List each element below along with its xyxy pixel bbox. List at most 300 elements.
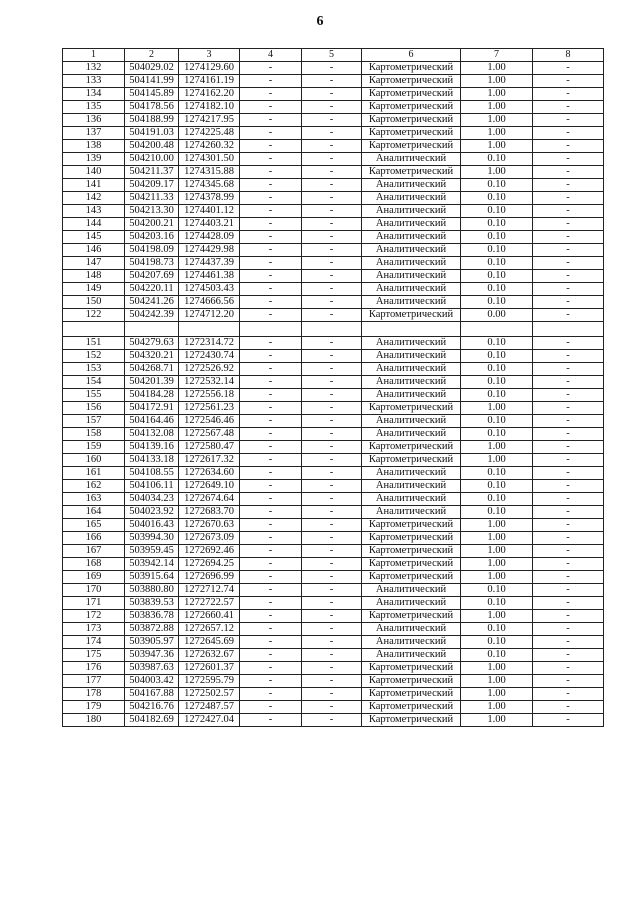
table-row bbox=[63, 179, 604, 192]
table-cell: 1.00 bbox=[461, 714, 533, 727]
table-cell: 0.10 bbox=[461, 493, 533, 506]
table-cell: 1.00 bbox=[461, 140, 533, 153]
table-cell: 504108.55 bbox=[125, 467, 179, 480]
table-cell: 1274129.60 bbox=[179, 62, 240, 75]
table-cell: - bbox=[240, 662, 302, 675]
table-cell: 0.10 bbox=[461, 467, 533, 480]
table-row bbox=[63, 480, 604, 493]
table-cell: 147 bbox=[63, 257, 125, 270]
table-cell: 504188.99 bbox=[125, 114, 179, 127]
table-cell: - bbox=[240, 205, 302, 218]
table-cell: - bbox=[302, 62, 362, 75]
table-cell: Аналитический bbox=[362, 649, 461, 662]
table-row bbox=[63, 441, 604, 454]
table-cell: - bbox=[240, 428, 302, 441]
table-cell: - bbox=[240, 337, 302, 350]
table-cell: - bbox=[533, 662, 604, 675]
table-cell: Аналитический bbox=[362, 415, 461, 428]
table-cell: 1.00 bbox=[461, 454, 533, 467]
table-row bbox=[63, 114, 604, 127]
table-row bbox=[63, 75, 604, 88]
table-cell: - bbox=[302, 675, 362, 688]
table-row bbox=[63, 270, 604, 283]
table-cell: Аналитический bbox=[362, 153, 461, 166]
table-row bbox=[63, 309, 604, 322]
column-header: 2 bbox=[125, 49, 179, 62]
table-row bbox=[63, 363, 604, 376]
table-row bbox=[63, 166, 604, 179]
table-cell: 1272487.57 bbox=[179, 701, 240, 714]
table-row bbox=[63, 688, 604, 701]
table-cell: - bbox=[302, 636, 362, 649]
table-cell: 504132.08 bbox=[125, 428, 179, 441]
table-cell: - bbox=[533, 545, 604, 558]
table-cell: Картометрический bbox=[362, 454, 461, 467]
table-cell: 1.00 bbox=[461, 675, 533, 688]
table-cell: 504178.56 bbox=[125, 101, 179, 114]
table-cell: 1272649.10 bbox=[179, 480, 240, 493]
table-cell: 141 bbox=[63, 179, 125, 192]
table-cell: 504201.39 bbox=[125, 376, 179, 389]
table-cell: - bbox=[240, 257, 302, 270]
table-row bbox=[63, 415, 604, 428]
table-row bbox=[63, 545, 604, 558]
table-cell: 0.10 bbox=[461, 428, 533, 441]
table-cell: - bbox=[302, 309, 362, 322]
table-cell: - bbox=[302, 597, 362, 610]
table-cell: 504029.02 bbox=[125, 62, 179, 75]
table-cell: Аналитический bbox=[362, 231, 461, 244]
table-cell: - bbox=[240, 649, 302, 662]
table-cell: - bbox=[240, 688, 302, 701]
table-row bbox=[63, 88, 604, 101]
table-cell: 1272657.12 bbox=[179, 623, 240, 636]
table-cell: - bbox=[240, 62, 302, 75]
table-cell: Картометрический bbox=[362, 309, 461, 322]
table-cell: - bbox=[302, 270, 362, 283]
table-cell: 0.10 bbox=[461, 636, 533, 649]
table-cell: - bbox=[533, 389, 604, 402]
table-cell: Картометрический bbox=[362, 166, 461, 179]
table-cell: Аналитический bbox=[362, 389, 461, 402]
table-cell: 1274345.68 bbox=[179, 179, 240, 192]
table-cell: 133 bbox=[63, 75, 125, 88]
table-cell: 173 bbox=[63, 623, 125, 636]
column-header: 6 bbox=[362, 49, 461, 62]
table-cell bbox=[125, 322, 179, 337]
table-cell: 1272532.14 bbox=[179, 376, 240, 389]
table-cell: 136 bbox=[63, 114, 125, 127]
table-row bbox=[63, 127, 604, 140]
table-cell: - bbox=[302, 244, 362, 257]
table-cell: 504200.21 bbox=[125, 218, 179, 231]
table-cell bbox=[362, 322, 461, 337]
table-row bbox=[63, 153, 604, 166]
table-cell: 149 bbox=[63, 283, 125, 296]
table-cell: - bbox=[240, 701, 302, 714]
table-cell: 166 bbox=[63, 532, 125, 545]
table-cell: - bbox=[240, 244, 302, 257]
table-cell: - bbox=[240, 675, 302, 688]
table-cell: - bbox=[302, 558, 362, 571]
table-cell: - bbox=[240, 623, 302, 636]
table-cell: 1272430.74 bbox=[179, 350, 240, 363]
table-cell: - bbox=[533, 480, 604, 493]
table-cell: - bbox=[533, 153, 604, 166]
table-cell: 139 bbox=[63, 153, 125, 166]
table-cell: 1272683.70 bbox=[179, 506, 240, 519]
table-cell: 504003.42 bbox=[125, 675, 179, 688]
table-cell: - bbox=[302, 506, 362, 519]
table-row bbox=[63, 493, 604, 506]
table-cell: Аналитический bbox=[362, 350, 461, 363]
table-cell: 1272546.46 bbox=[179, 415, 240, 428]
table-cell: - bbox=[302, 662, 362, 675]
table-cell: - bbox=[302, 337, 362, 350]
table-cell: - bbox=[302, 480, 362, 493]
table-row bbox=[63, 389, 604, 402]
table-cell: Картометрический bbox=[362, 701, 461, 714]
table-cell: - bbox=[240, 454, 302, 467]
table-cell: - bbox=[302, 467, 362, 480]
table-cell: Аналитический bbox=[362, 376, 461, 389]
table-cell: - bbox=[533, 441, 604, 454]
table-cell: 0.10 bbox=[461, 218, 533, 231]
table-cell: 1.00 bbox=[461, 558, 533, 571]
table-cell: - bbox=[302, 454, 362, 467]
table-cell: - bbox=[533, 114, 604, 127]
table-cell: 1274503.43 bbox=[179, 283, 240, 296]
table-cell: - bbox=[533, 309, 604, 322]
table-cell: 1272712.74 bbox=[179, 584, 240, 597]
table-cell: 0.10 bbox=[461, 649, 533, 662]
table-cell: 137 bbox=[63, 127, 125, 140]
table-cell: 504164.46 bbox=[125, 415, 179, 428]
table-cell: Картометрический bbox=[362, 75, 461, 88]
table-cell: 1272670.63 bbox=[179, 519, 240, 532]
table-cell: 178 bbox=[63, 688, 125, 701]
table-cell: 148 bbox=[63, 270, 125, 283]
table-cell: 504268.71 bbox=[125, 363, 179, 376]
table-cell: 504016.43 bbox=[125, 519, 179, 532]
column-header: 8 bbox=[533, 49, 604, 62]
table-cell: - bbox=[533, 558, 604, 571]
table-cell: 503942.14 bbox=[125, 558, 179, 571]
column-header: 5 bbox=[302, 49, 362, 62]
table-cell: 135 bbox=[63, 101, 125, 114]
table-cell: - bbox=[240, 480, 302, 493]
table-cell: - bbox=[240, 88, 302, 101]
table-cell: - bbox=[302, 140, 362, 153]
table-cell: 1.00 bbox=[461, 519, 533, 532]
table-cell: - bbox=[240, 545, 302, 558]
table-cell: 504241.26 bbox=[125, 296, 179, 309]
table-cell: - bbox=[240, 309, 302, 322]
table-cell: - bbox=[240, 270, 302, 283]
table-cell: 503836.78 bbox=[125, 610, 179, 623]
table-cell: 504023.92 bbox=[125, 506, 179, 519]
table-cell: 1272601.37 bbox=[179, 662, 240, 675]
table-cell: - bbox=[240, 101, 302, 114]
table-cell: - bbox=[240, 140, 302, 153]
table-cell: - bbox=[240, 402, 302, 415]
table-cell: 504034.23 bbox=[125, 493, 179, 506]
table-cell: Картометрический bbox=[362, 662, 461, 675]
table-cell: - bbox=[240, 493, 302, 506]
table-cell: 1.00 bbox=[461, 545, 533, 558]
table-cell: 504211.33 bbox=[125, 192, 179, 205]
table-cell: 0.10 bbox=[461, 584, 533, 597]
table-cell: 1274403.21 bbox=[179, 218, 240, 231]
table-cell: - bbox=[533, 140, 604, 153]
table-cell: 142 bbox=[63, 192, 125, 205]
table-cell: 150 bbox=[63, 296, 125, 309]
table-row bbox=[63, 571, 604, 584]
table-cell: 504145.89 bbox=[125, 88, 179, 101]
table-cell: - bbox=[240, 571, 302, 584]
table-cell: 1.00 bbox=[461, 101, 533, 114]
table-row bbox=[63, 519, 604, 532]
table-row bbox=[63, 623, 604, 636]
table-cell: - bbox=[302, 114, 362, 127]
table-cell: 504209.17 bbox=[125, 179, 179, 192]
table-cell: 175 bbox=[63, 649, 125, 662]
table-cell: - bbox=[302, 402, 362, 415]
table-cell: 0.10 bbox=[461, 179, 533, 192]
table-cell: 504184.28 bbox=[125, 389, 179, 402]
table-cell: - bbox=[533, 584, 604, 597]
table-cell: - bbox=[533, 467, 604, 480]
table-cell: Картометрический bbox=[362, 127, 461, 140]
table-cell: - bbox=[302, 363, 362, 376]
table-cell: Картометрический bbox=[362, 441, 461, 454]
table-cell bbox=[63, 322, 125, 337]
table-cell: 1272634.60 bbox=[179, 467, 240, 480]
table-cell: 140 bbox=[63, 166, 125, 179]
table-cell: - bbox=[533, 688, 604, 701]
table-cell: - bbox=[302, 532, 362, 545]
table-cell: - bbox=[533, 166, 604, 179]
table-cell: - bbox=[302, 296, 362, 309]
table-cell: 504207.69 bbox=[125, 270, 179, 283]
table-cell: Аналитический bbox=[362, 597, 461, 610]
table-cell: - bbox=[533, 218, 604, 231]
table-cell: - bbox=[533, 75, 604, 88]
table-cell: - bbox=[240, 114, 302, 127]
table-cell: 504106.11 bbox=[125, 480, 179, 493]
table-cell: 504139.16 bbox=[125, 441, 179, 454]
table-cell: 1272694.25 bbox=[179, 558, 240, 571]
table-cell: 1274378.99 bbox=[179, 192, 240, 205]
table-cell: Аналитический bbox=[362, 493, 461, 506]
table-cell: - bbox=[533, 571, 604, 584]
table-header-row bbox=[63, 49, 604, 62]
table-row bbox=[63, 506, 604, 519]
column-header: 1 bbox=[63, 49, 125, 62]
table-cell: 160 bbox=[63, 454, 125, 467]
table-cell: - bbox=[533, 179, 604, 192]
table-cell: Аналитический bbox=[362, 205, 461, 218]
table-cell: 0.10 bbox=[461, 257, 533, 270]
table-cell: 1.00 bbox=[461, 88, 533, 101]
table-cell: 159 bbox=[63, 441, 125, 454]
table-cell: 503905.97 bbox=[125, 636, 179, 649]
table-cell: 1274429.98 bbox=[179, 244, 240, 257]
table-cell: Аналитический bbox=[362, 363, 461, 376]
table-cell: 122 bbox=[63, 309, 125, 322]
table-cell: 174 bbox=[63, 636, 125, 649]
table-cell: Картометрический bbox=[362, 402, 461, 415]
coordinates-table bbox=[62, 48, 604, 727]
table-cell: - bbox=[240, 714, 302, 727]
table-cell: - bbox=[302, 519, 362, 532]
table-cell: 172 bbox=[63, 610, 125, 623]
table-cell: 157 bbox=[63, 415, 125, 428]
table-cell: - bbox=[302, 584, 362, 597]
table-cell: 1272632.67 bbox=[179, 649, 240, 662]
table-cell: 1274260.32 bbox=[179, 140, 240, 153]
table-cell: 1274437.39 bbox=[179, 257, 240, 270]
table-cell: 179 bbox=[63, 701, 125, 714]
table-body bbox=[63, 62, 604, 727]
table-cell: 1272673.09 bbox=[179, 532, 240, 545]
table-row bbox=[63, 454, 604, 467]
table-cell: Картометрический bbox=[362, 675, 461, 688]
table-cell: 504172.91 bbox=[125, 402, 179, 415]
table-cell: 167 bbox=[63, 545, 125, 558]
table-cell: Аналитический bbox=[362, 506, 461, 519]
table-cell bbox=[240, 322, 302, 337]
table-cell: Аналитический bbox=[362, 296, 461, 309]
table-cell: - bbox=[240, 441, 302, 454]
table-cell: - bbox=[240, 467, 302, 480]
table-cell: 1272502.57 bbox=[179, 688, 240, 701]
table-cell: 134 bbox=[63, 88, 125, 101]
table-cell: 1274161.19 bbox=[179, 75, 240, 88]
table-cell: - bbox=[302, 205, 362, 218]
table-row bbox=[63, 428, 604, 441]
table-cell: 1274301.50 bbox=[179, 153, 240, 166]
table-cell: 1274315.88 bbox=[179, 166, 240, 179]
table-cell: - bbox=[533, 610, 604, 623]
table-cell: - bbox=[533, 636, 604, 649]
table-cell: Картометрический bbox=[362, 88, 461, 101]
table-cell: - bbox=[533, 493, 604, 506]
table-cell: 146 bbox=[63, 244, 125, 257]
table-cell: 504141.99 bbox=[125, 75, 179, 88]
table-cell: 1272674.64 bbox=[179, 493, 240, 506]
table-row bbox=[63, 714, 604, 727]
table-cell: 0.10 bbox=[461, 350, 533, 363]
table-cell: - bbox=[533, 415, 604, 428]
table-cell: - bbox=[240, 75, 302, 88]
table-cell: Картометрический bbox=[362, 714, 461, 727]
table-cell: - bbox=[533, 127, 604, 140]
table-row bbox=[63, 192, 604, 205]
table-cell: 145 bbox=[63, 231, 125, 244]
table-cell: 0.10 bbox=[461, 363, 533, 376]
table-cell: Картометрический bbox=[362, 610, 461, 623]
table-cell: 0.10 bbox=[461, 205, 533, 218]
table-cell: 503872.88 bbox=[125, 623, 179, 636]
table-cell: 0.10 bbox=[461, 296, 533, 309]
table-cell: 1274666.56 bbox=[179, 296, 240, 309]
table-cell: - bbox=[302, 441, 362, 454]
table-row bbox=[63, 257, 604, 270]
table-cell: - bbox=[302, 389, 362, 402]
table-cell: 1272526.92 bbox=[179, 363, 240, 376]
table-cell bbox=[302, 322, 362, 337]
table-cell: - bbox=[240, 506, 302, 519]
table-row bbox=[63, 376, 604, 389]
table-separator-row bbox=[63, 322, 604, 337]
table-row bbox=[63, 283, 604, 296]
table-cell: 1.00 bbox=[461, 402, 533, 415]
table-cell: 1272660.41 bbox=[179, 610, 240, 623]
table-cell: Аналитический bbox=[362, 257, 461, 270]
table-cell: - bbox=[302, 283, 362, 296]
table-cell: - bbox=[240, 231, 302, 244]
table-cell: Аналитический bbox=[362, 179, 461, 192]
table-cell: - bbox=[533, 205, 604, 218]
table-row bbox=[63, 337, 604, 350]
table-cell: Аналитический bbox=[362, 218, 461, 231]
table-cell: - bbox=[533, 454, 604, 467]
table-cell: - bbox=[240, 179, 302, 192]
table-cell: 0.10 bbox=[461, 153, 533, 166]
table-cell: - bbox=[302, 623, 362, 636]
table-cell: 1.00 bbox=[461, 532, 533, 545]
table-row bbox=[63, 532, 604, 545]
table-cell: Аналитический bbox=[362, 480, 461, 493]
table-cell: 504200.48 bbox=[125, 140, 179, 153]
table-cell: 176 bbox=[63, 662, 125, 675]
table-cell: - bbox=[533, 675, 604, 688]
table-cell: - bbox=[533, 296, 604, 309]
table-cell: 1272561.23 bbox=[179, 402, 240, 415]
table-cell: - bbox=[533, 231, 604, 244]
table-cell: - bbox=[533, 283, 604, 296]
table-cell: 158 bbox=[63, 428, 125, 441]
table-cell: - bbox=[533, 257, 604, 270]
table-cell: - bbox=[533, 192, 604, 205]
table-cell: Картометрический bbox=[362, 519, 461, 532]
table-cell: 504279.63 bbox=[125, 337, 179, 350]
table-cell: Аналитический bbox=[362, 584, 461, 597]
table-cell: 0.10 bbox=[461, 415, 533, 428]
table-cell: 143 bbox=[63, 205, 125, 218]
table-cell: 1272722.57 bbox=[179, 597, 240, 610]
table-cell: Картометрический bbox=[362, 558, 461, 571]
table-row bbox=[63, 205, 604, 218]
table-row bbox=[63, 140, 604, 153]
table-cell: 504133.18 bbox=[125, 454, 179, 467]
table-cell: - bbox=[240, 363, 302, 376]
table-cell: 1274712.20 bbox=[179, 309, 240, 322]
table-cell: 0.10 bbox=[461, 623, 533, 636]
table-cell: 0.10 bbox=[461, 506, 533, 519]
table-cell: 1.00 bbox=[461, 127, 533, 140]
table-cell: 1272314.72 bbox=[179, 337, 240, 350]
table-cell: 132 bbox=[63, 62, 125, 75]
table-cell: - bbox=[533, 714, 604, 727]
table-cell: 503915.64 bbox=[125, 571, 179, 584]
table-row bbox=[63, 584, 604, 597]
table-cell: 168 bbox=[63, 558, 125, 571]
table-cell: 1.00 bbox=[461, 610, 533, 623]
table-cell: - bbox=[240, 283, 302, 296]
table-cell: 1272580.47 bbox=[179, 441, 240, 454]
